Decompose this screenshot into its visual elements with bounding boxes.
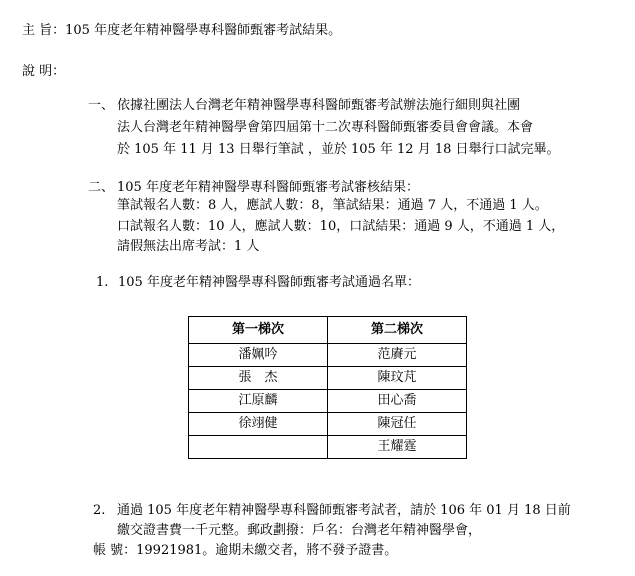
- section-1-line-3: 於 105 年 11 月 13 日舉行筆試 ，並於 105 年 12 月 18 日舉行口試完畢。: [117, 142, 560, 157]
- table-row: [189, 367, 467, 390]
- table-header-row: [189, 317, 467, 344]
- table-cell: 江原麟: [189, 390, 328, 413]
- table-row: [189, 390, 467, 413]
- item-1-number: 1.: [96, 275, 109, 290]
- table-cell: 范賡元: [328, 344, 467, 367]
- item-2-line-2: 繳交證書費一千元整。郵政劃撥：戶名：台灣老年精神醫學會，: [117, 523, 482, 538]
- header-first-batch: 第一梯次: [189, 317, 328, 344]
- description-label: 說 明：: [22, 64, 66, 79]
- item-2-line-1: 通過 105 年度老年精神醫學專科醫師甄審考試者，請於 106 年 01 月 18 日前: [117, 503, 571, 518]
- header-second-batch: 第二梯次: [328, 317, 467, 344]
- table-cell: 陳冠任: [328, 413, 467, 436]
- section-1-line-1: 依據社團法人台灣老年精神醫學專科醫師甄審考試辦法施行細則與社團: [117, 98, 521, 113]
- item-2-number: 2.: [93, 503, 106, 518]
- table-row: [189, 436, 467, 459]
- section-2-line-2: 筆試報名人數：8 人，應試人數：8，筆試結果：通過 7 人，不通過 1 人。: [117, 198, 548, 213]
- section-1-number: 一、: [88, 98, 115, 113]
- item-2-line-3: 帳 號：19921981。逾期未繳交者，將不發予證書。: [93, 543, 398, 558]
- section-2-line-1: 105 年度老年精神醫學專科醫師甄審考試審核結果：: [117, 180, 419, 195]
- item-1-text: 105 年度老年精神醫學專科醫師甄審考試通過名單：: [118, 275, 420, 290]
- table-row: [189, 413, 467, 436]
- subject-line: 主 旨：105 年度老年精神醫學專科醫師甄審考試結果。: [22, 23, 342, 38]
- pass-list-table: [188, 316, 467, 459]
- table-cell: 張 杰: [189, 367, 328, 390]
- table-row: [189, 344, 467, 367]
- table-cell: 陳玟芃: [328, 367, 467, 390]
- table-cell: 王耀霆: [328, 436, 467, 459]
- table-cell: 徐翊健: [189, 413, 328, 436]
- table-cell: [189, 436, 328, 459]
- section-2-number: 二、: [88, 180, 115, 195]
- table-cell: 潘姵吟: [189, 344, 328, 367]
- section-1-line-2: 法人台灣老年精神醫學會第四屆第十二次專科醫師甄審委員會會議。本會: [117, 120, 534, 135]
- section-2-line-3: 口試報名人數：10 人，應試人數：10，口試結果：通過 9 人，不通過 1 人，: [117, 219, 565, 234]
- table-cell: 田心喬: [328, 390, 467, 413]
- section-2-line-4: 請假無法出席考試：1 人: [117, 239, 260, 254]
